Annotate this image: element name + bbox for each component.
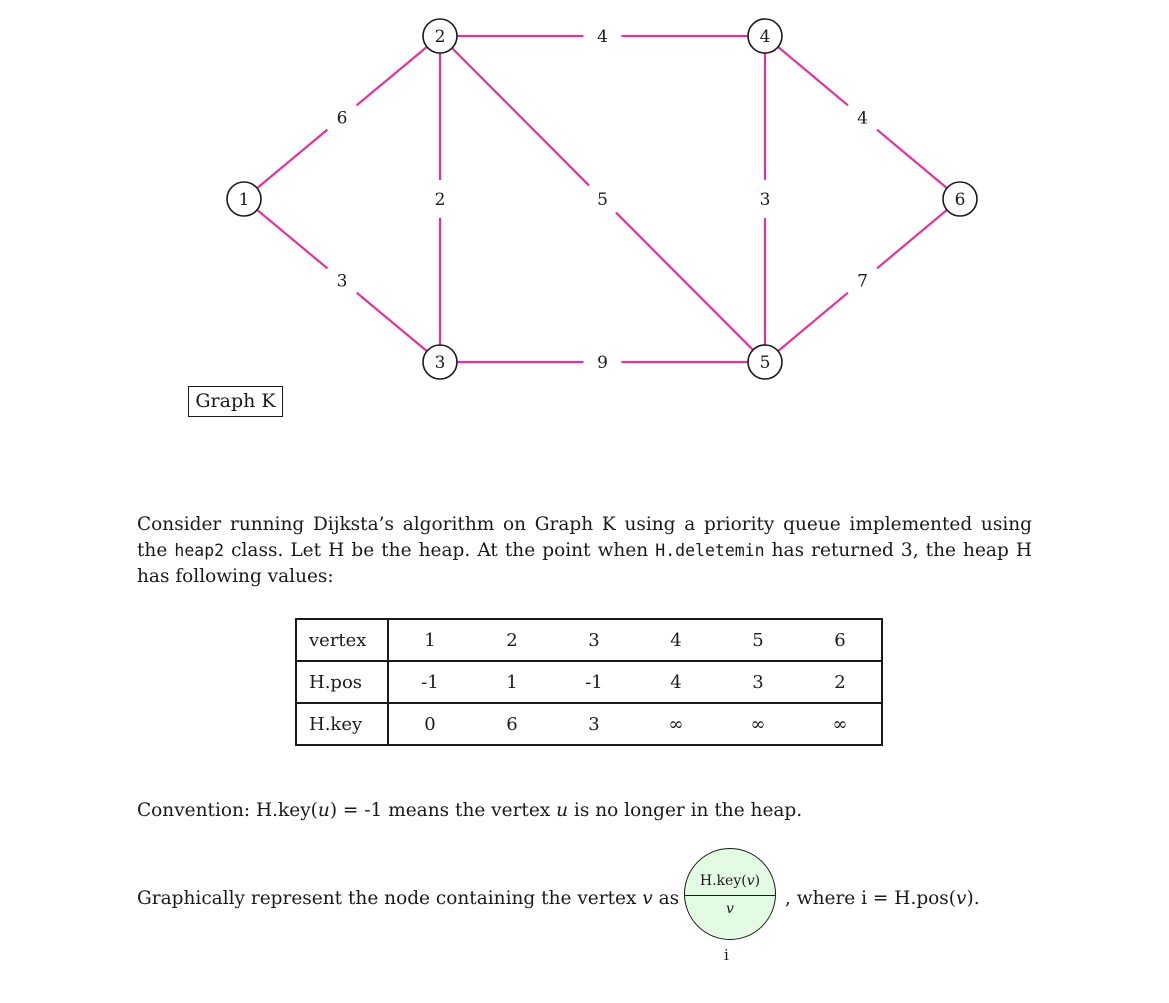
node-label: 2 bbox=[434, 27, 446, 47]
table-cell: 0 bbox=[388, 703, 471, 745]
table-cell: 4 bbox=[635, 661, 717, 703]
node-label: 5 bbox=[759, 353, 771, 373]
table-row-header: H.pos bbox=[296, 661, 388, 703]
edge-2-5-segment bbox=[440, 36, 589, 186]
table-cell: 6 bbox=[799, 619, 882, 661]
table-row bbox=[296, 619, 882, 661]
edge-weight-2-3: 2 bbox=[434, 190, 446, 210]
table-cell: 1 bbox=[471, 661, 553, 703]
problem-statement: Consider running Dijksta’s algorithm on Graph K using a priority queue implemented using the heap2 class. Let H be the heap. At the point when H.deletemin has returned 3, the heap H has following values: bbox=[137, 514, 1032, 587]
legend-text-before: Graphically represent the node containing the vertex v as bbox=[137, 888, 680, 909]
graph-node-3 bbox=[423, 345, 457, 379]
table-row-header: vertex bbox=[296, 619, 388, 661]
table-cell: 2 bbox=[799, 661, 882, 703]
graph-node-4 bbox=[748, 19, 782, 53]
table-cell: ∞ bbox=[717, 703, 799, 745]
edge-weight-5-6: 7 bbox=[857, 271, 868, 292]
table-cell: 3 bbox=[553, 703, 635, 745]
edge-weight-2-5: 5 bbox=[597, 190, 608, 210]
edge-weight-1-3: 3 bbox=[336, 271, 348, 292]
legend-text-after: , where i = H.pos(v). bbox=[785, 888, 980, 909]
table-cell: 3 bbox=[717, 661, 799, 703]
heap2-code: heap2 bbox=[174, 541, 225, 560]
table-cell: 3 bbox=[553, 619, 635, 661]
graph-node-1 bbox=[227, 182, 261, 216]
edge-weight-2-4: 4 bbox=[597, 27, 608, 47]
edge-weight-4-5: 3 bbox=[759, 190, 771, 210]
table-cell: 5 bbox=[717, 619, 799, 661]
table-row bbox=[296, 703, 882, 745]
graph-node-6 bbox=[943, 182, 977, 216]
table-cell: ∞ bbox=[635, 703, 717, 745]
node-label: 1 bbox=[238, 190, 250, 210]
deletemin-code: H.deletemin bbox=[655, 541, 765, 560]
node-label: 3 bbox=[434, 353, 446, 373]
graph-label: Graph K bbox=[188, 386, 283, 417]
table-cell: -1 bbox=[388, 661, 471, 703]
legend-key-label: H.key(v) bbox=[699, 873, 761, 889]
node-representation-legend bbox=[137, 846, 1037, 966]
legend-node-circle bbox=[684, 848, 776, 940]
node-label: 6 bbox=[954, 190, 966, 210]
edge-weight-4-6: 4 bbox=[857, 108, 868, 129]
graph-k-diagram bbox=[0, 0, 1169, 440]
table-cell: 6 bbox=[471, 703, 553, 745]
table-row-header: H.key bbox=[296, 703, 388, 745]
table-cell: -1 bbox=[553, 661, 635, 703]
node-label: 4 bbox=[759, 27, 771, 47]
convention-text: Convention: H.key(u) = -1 means the vertex u is no longer in the heap. bbox=[137, 800, 803, 821]
graph-node-2 bbox=[423, 19, 457, 53]
legend-divider bbox=[685, 895, 775, 896]
graph-node-5 bbox=[748, 345, 782, 379]
edge-weight-1-2: 6 bbox=[336, 108, 348, 129]
edge-weight-3-5: 9 bbox=[597, 353, 608, 373]
table-cell: ∞ bbox=[799, 703, 882, 745]
edge-2-5-segment bbox=[616, 212, 765, 362]
table-cell: 4 bbox=[635, 619, 717, 661]
table-row bbox=[296, 661, 882, 703]
legend-index-label: i bbox=[724, 946, 729, 964]
table-cell: 1 bbox=[388, 619, 471, 661]
table-cell: 2 bbox=[471, 619, 553, 661]
legend-vertex-label: v bbox=[726, 901, 734, 917]
heap-values-table bbox=[295, 618, 883, 746]
